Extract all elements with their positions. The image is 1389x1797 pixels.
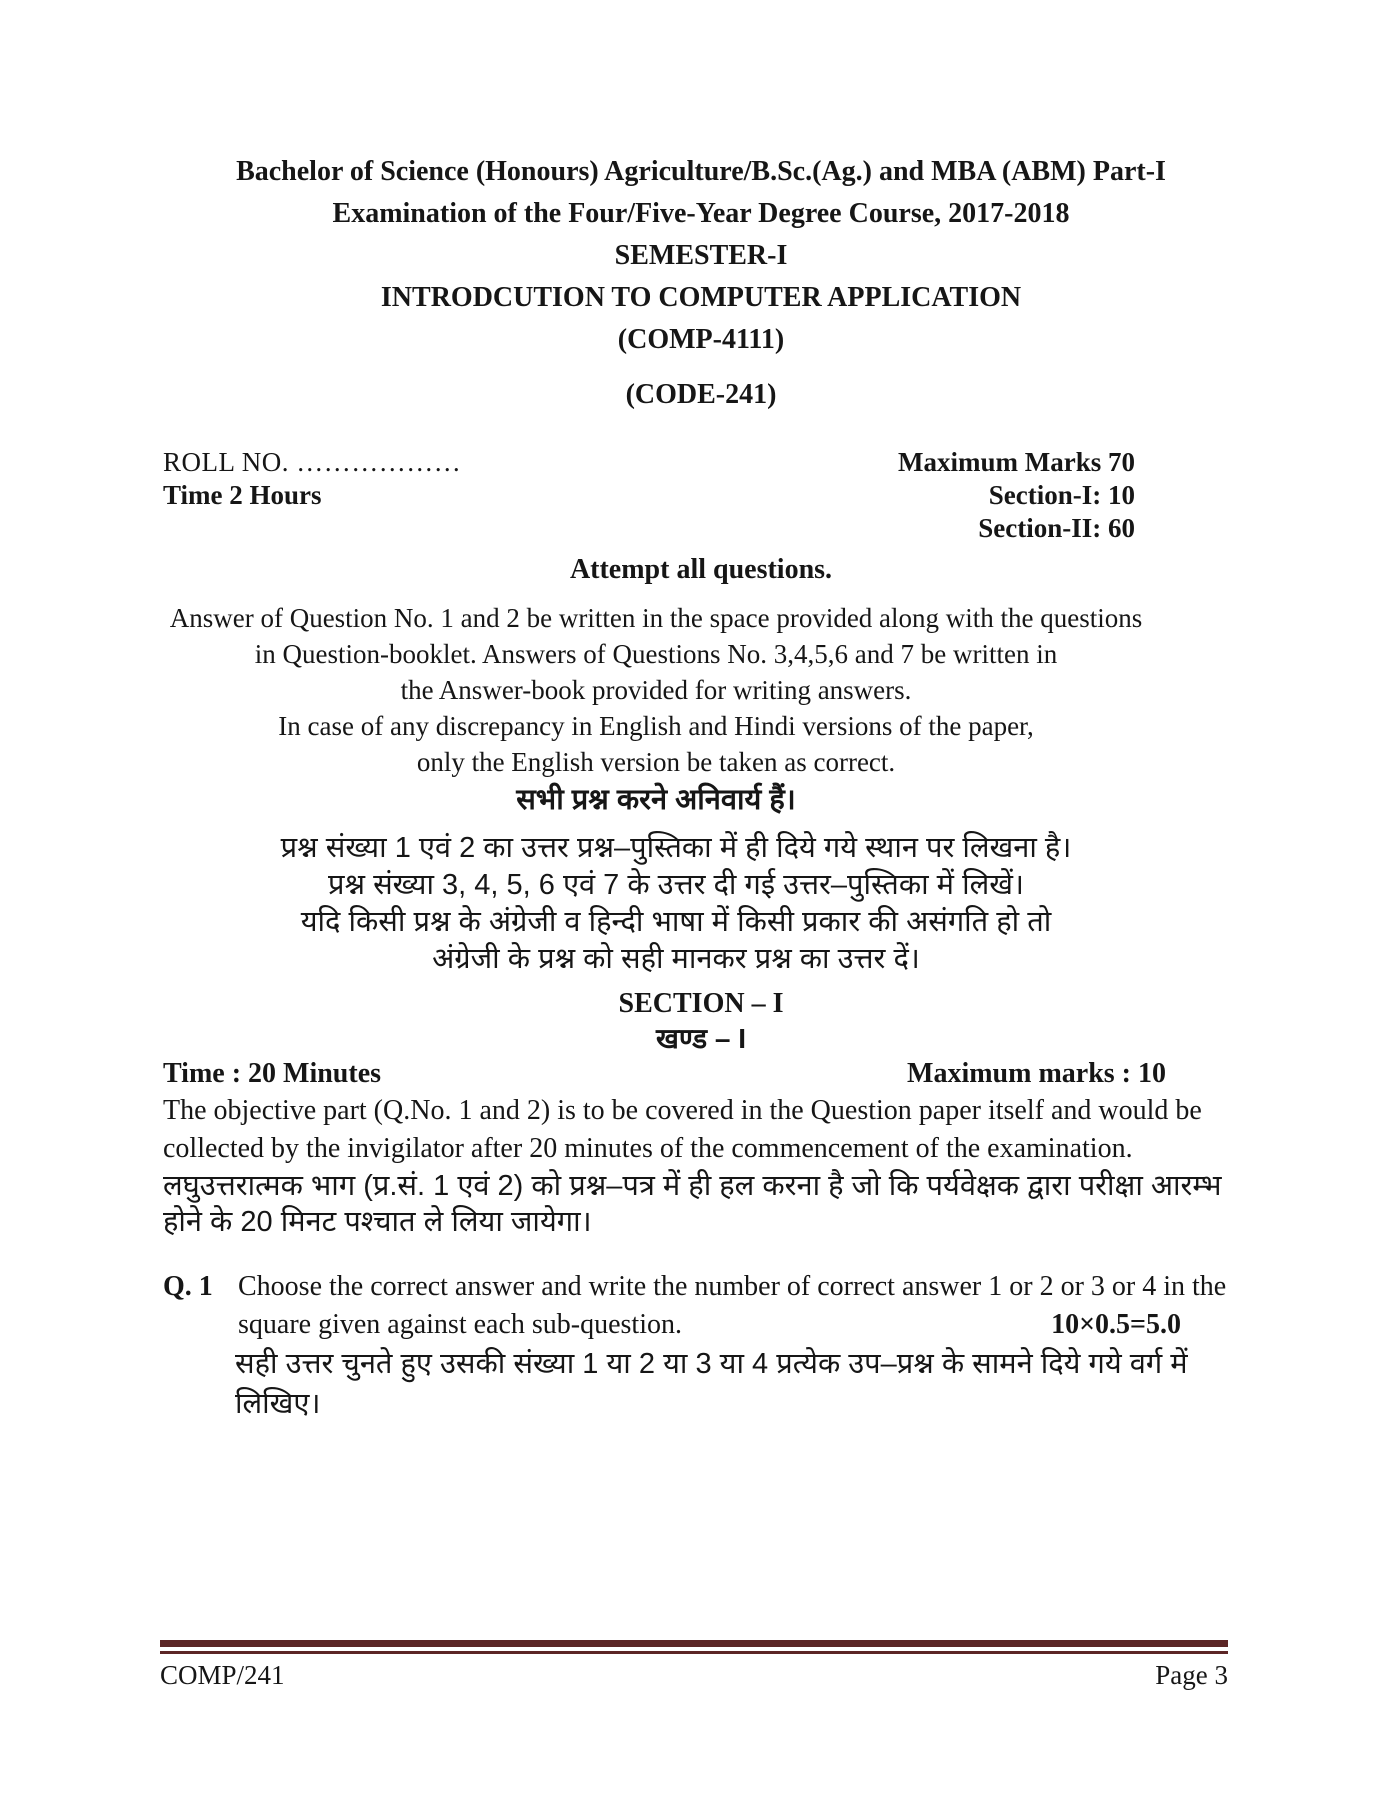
section-1-time-label: Time : 20 Minutes	[163, 1058, 382, 1089]
question-1-hindi-line: लिखिए।	[235, 1388, 321, 1420]
english-instruction-line: In case of any discrepancy in English and Hindi versions of the paper,	[278, 711, 1034, 741]
attempt-all-questions-note: Attempt all questions.	[569, 554, 833, 585]
section-1-time-row	[163, 1056, 1239, 1092]
paper-code-heading: (CODE-241)	[625, 379, 777, 410]
exam-info-row	[163, 446, 1239, 545]
exam-info-right	[898, 446, 1239, 545]
section-1-english-body	[163, 1092, 1239, 1168]
question-1-block	[163, 1268, 1239, 1424]
time-allowed-label: Time 2 Hours	[163, 480, 322, 510]
english-instruction-line: only the English version be taken as correct.	[416, 747, 896, 777]
exam-title-block	[163, 0, 1239, 416]
section2-marks-label: Section-II: 60	[978, 513, 1135, 543]
section-1-heading	[163, 986, 1239, 1056]
section1-marks-label: Section-I: 10	[988, 480, 1135, 510]
question-1-statement-row	[163, 1268, 1239, 1306]
question-1-marks-row	[163, 1306, 1239, 1344]
footer-page-number: Page 3	[1155, 1660, 1228, 1690]
page-footer	[160, 1640, 1228, 1691]
course-name-heading: INTRODCUTION TO COMPUTER APPLICATION	[380, 282, 1022, 313]
hindi-compulsory-note: सभी प्रश्न करने अनिवार्य हैं।	[516, 784, 796, 816]
question-1-hindi-text	[163, 1344, 1239, 1424]
section-1-english-body-line: The objective part (Q.No. 1 and 2) is to be covered in the Question paper itself and would be	[163, 1095, 1202, 1126]
exam-title-line-1: Bachelor of Science (Honours) Agriculture/B.Sc.(Ag.) and MBA (ABM) Part-I	[236, 156, 1166, 187]
section-1-hindi-body	[163, 1168, 1239, 1240]
footer-rule-thick	[160, 1640, 1228, 1647]
course-code-heading: (COMP-4111)	[617, 324, 785, 355]
footer-paper-code: COMP/241	[160, 1660, 285, 1690]
section-1-heading-hindi: खण्ड – I	[655, 1023, 747, 1054]
question-1-text-line-1: Choose the correct answer and write the number of correct answer 1 or 2 or 3 or 4 in the	[238, 1271, 1227, 1302]
semester-heading: SEMESTER-I	[614, 240, 788, 271]
footer-text-row	[160, 1659, 1228, 1691]
hindi-instruction-line: अंग्रेजी के प्रश्न को सही मानकर प्रश्न का उत्तर दें।	[432, 943, 920, 975]
question-1-marks-label: 10×0.5=5.0	[1051, 1309, 1181, 1340]
section-1-hindi-body-line: लघुउत्तरात्मक भाग (प्र.सं. 1 एवं 2) को प्रश्न–पत्र में ही हल करना है जो कि पर्यवेक्षक द्वारा परीक्षा आरम्भ	[163, 1170, 1222, 1202]
english-instruction-line: in Question-booklet. Answers of Questions No. 3,4,5,6 and 7 be written in	[254, 639, 1058, 669]
english-instructions	[163, 600, 1239, 820]
hindi-instruction-line: यदि किसी प्रश्न के अंग्रेजी व हिन्दी भाषा में किसी प्रकार की असंगति हो तो	[300, 906, 1052, 938]
english-instruction-line: the Answer-book provided for writing answers.	[400, 675, 912, 705]
section-1-max-marks-label: Maximum marks : 10	[907, 1058, 1166, 1089]
hindi-instructions	[163, 830, 1239, 978]
page-content	[163, 0, 1239, 1424]
question-1-number: Q. 1	[163, 1271, 213, 1302]
roll-no-field: ROLL NO. ………………	[163, 447, 462, 477]
question-1-text-line-2: square given against each sub-question.	[238, 1309, 682, 1340]
hindi-instruction-line: प्रश्न संख्या 1 एवं 2 का उत्तर प्रश्न–पुस्तिका में ही दिये गये स्थान पर लिखना है।	[280, 832, 1072, 864]
exam-info-left	[163, 446, 461, 545]
section-1-hindi-body-line: होने के 20 मिनट पश्चात ले लिया जायेगा।	[163, 1206, 592, 1238]
section-1-english-body-line: collected by the invigilator after 20 minutes of the commencement of the examination.	[163, 1133, 1133, 1164]
maximum-marks-label: Maximum Marks 70	[898, 447, 1135, 477]
exam-title-line-2: Examination of the Four/Five-Year Degree Course, 2017-2018	[332, 198, 1070, 229]
english-instruction-line: Answer of Question No. 1 and 2 be written in the space provided along with the questions	[169, 603, 1143, 633]
footer-rule-thin	[160, 1651, 1228, 1654]
section-1-heading-english: SECTION – I	[618, 988, 784, 1019]
hindi-instruction-line: प्रश्न संख्या 3, 4, 5, 6 एवं 7 के उत्तर दी गई उत्तर–पुस्तिका में लिखें।	[328, 869, 1024, 901]
question-1-hindi-line: सही उत्तर चुनते हुए उसकी संख्या 1 या 2 या 3 या 4 प्रत्येक उप–प्रश्न के सामने दिये गये वर्ग में	[235, 1348, 1188, 1380]
